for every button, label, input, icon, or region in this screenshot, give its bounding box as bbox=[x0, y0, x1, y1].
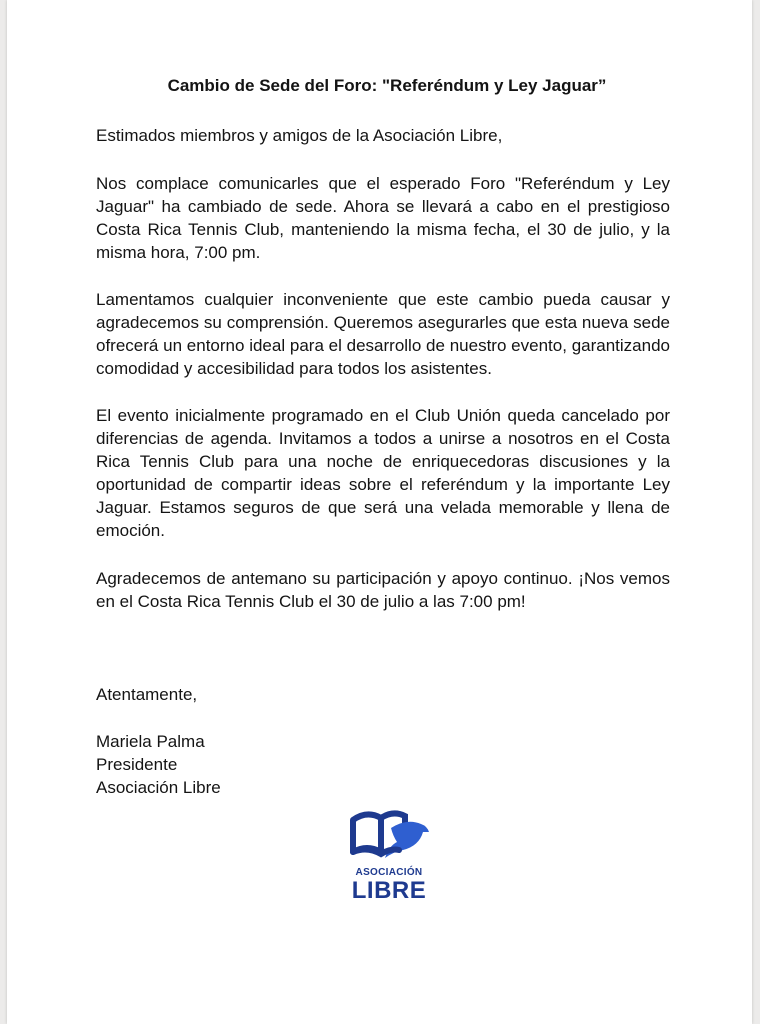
paragraph-thanks: Agradecemos de antemano su participación y apoyo continuo. ¡Nos vemos en el Costa Rica Tennis Club el 30 de julio a las 7:00 pm! bbox=[96, 569, 670, 611]
asociacion-libre-logo bbox=[343, 806, 435, 906]
signature-name: Mariela Palma bbox=[96, 732, 205, 751]
logo-text-asociacion: ASOCIACIÓN bbox=[355, 867, 423, 878]
paragraph-venue-change: Nos complace comunicarles que el esperado Foro "Referéndum y Ley Jaguar" ha cambiado de sede. Ahora se llevará a cabo en el prestigioso Costa Rica Tennis Club, manteniendo la misma fecha, el 30 de julio, y la misma hora, 7:00 pm. bbox=[96, 174, 670, 262]
letter-page bbox=[7, 0, 752, 1024]
salutation: Estimados miembros y amigos de la Asociación Libre, bbox=[96, 126, 503, 145]
signature-role: Presidente bbox=[96, 755, 178, 774]
paragraph-apology: Lamentamos cualquier inconveniente que este cambio pueda causar y agradecemos su comprensión. Queremos asegurarles que esta nueva sede ofrecerá un entorno ideal para el desarrollo de nuestro evento, garantizando comodidad y accesibilidad para todos los asistentes. bbox=[96, 290, 670, 378]
logo-text-libre: LIBRE bbox=[351, 877, 427, 904]
letter-title: Cambio de Sede del Foro: "Referéndum y Ley Jaguar” bbox=[167, 76, 607, 95]
signature-organization: Asociación Libre bbox=[96, 778, 221, 797]
paragraph-cancellation: El evento inicialmente programado en el Club Unión queda cancelado por diferencias de agenda. Invitamos a todos a unirse a nosotros en el Costa Rica Tennis Club para una noche de enriquecedoras discusiones y la oportunidad de compartir ideas sobre el referéndum y la importante Ley Jaguar. Estamos seguros de que será una velada memorable y llena de emoción. bbox=[96, 406, 670, 540]
closing: Atentamente, bbox=[96, 685, 198, 704]
open-book-dove-icon bbox=[347, 806, 431, 866]
